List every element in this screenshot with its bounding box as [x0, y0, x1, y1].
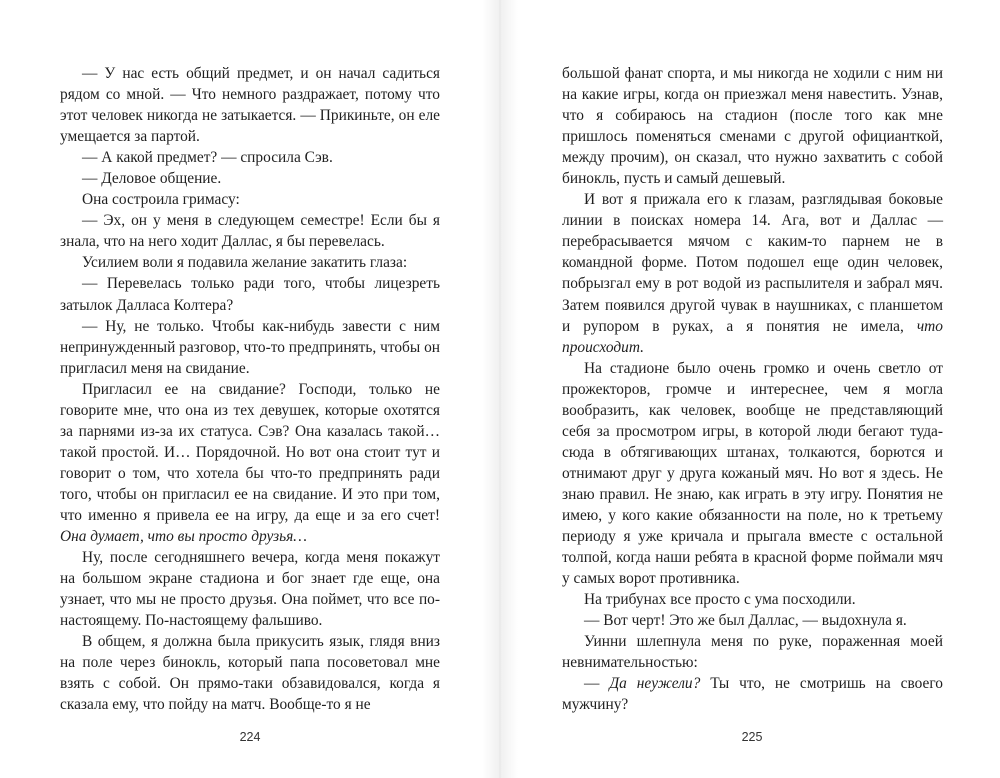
paragraph: — Ну, не только. Чтобы как-нибудь завести с ним непринужденный разговор, что-то предпринять, чтобы он пригласил меня на свидание. [60, 317, 441, 377]
paragraph [562, 189, 943, 357]
paragraph: Ну, после сегодняшнего вечера, когда меня покажут на большом экране стадиона и бог знает где еще, она узнает, что мы не просто друзья. Она поймет, что все по-настоящему. По-настоящему фальшиво. [60, 549, 440, 630]
paragraph: В общем, я должна была прикусить язык, глядя вниз на поле через бинокль, который папа посоветовал мне взять с собой. Он прямо-таки обзавидовался, когда я сказала ему, что пойду на матч. Вообще-то я не [60, 633, 440, 714]
paragraph: Она состроила гримасу: [82, 191, 240, 209]
paragraph: — Вот черт! Это же был Даллас, — выдохнула я. [584, 612, 907, 630]
paragraph: — Эх, он у меня в следующем семестре! Если бы я знала, что на него ходит Даллас, я бы перевелась. [60, 212, 440, 251]
paragraph: На стадионе было очень громко и очень светло от прожекторов, громче и интереснее, чем я могла вообразить, как человек, вообще не представляющий себя за просмотром игры, в которой люди бегают туда-сюда в обтягивающих штанах, толкаются, борются и отнимают друг у друга кожаный мяч. Но вот я здесь. Не знаю правил. Не знаю, как играть в эту игру. Понятия не имею, у кого какие обязанности на поле, но к третьему периоду я уже кричала и прыгала вместе с остальной толпой, когда наши ребята в красной форме поймали мяч у самых ворот противника. [562, 359, 943, 588]
dash: — [584, 675, 600, 693]
paragraph [60, 379, 440, 547]
paragraph-text: И вот я прижала его к глазам, разглядывая боковые линии в поисках номера 14. Ага, вот и Даллас — перебрасывается мячом с каким-то парнем не в командной форме. Потом подошел еще один человек, побрызгал ему в рот водой из распылителя и забрал мяч. Затем появился другой чувак в наушниках, с планшетом и рупором в руках, а я понятия не имела, [562, 191, 943, 335]
italic-text: что происходит. [562, 317, 943, 356]
paragraph: — А какой предмет? — спросила Сэв. [82, 149, 333, 167]
paragraph: На трибунах все просто с ума посходили. [584, 591, 856, 609]
italic-text: Да неужели? [609, 675, 701, 693]
italic-text: Она думает, что вы просто друзья… [60, 528, 307, 546]
paragraph: Усилием воли я подавила желание закатить глаза: [82, 254, 408, 272]
book-gutter [482, 0, 518, 778]
page-number-left: 224 [239, 730, 261, 744]
paragraph-text: Пригласил ее на свидание? Господи, только не говорите мне, что она из тех девушек, которые охотятся за парнями из-за их статуса. Сэв? Она казалась такой… такой простой. И… Порядочной. Но вот она стоит тут и говорит о том, что хотела бы что-то предпринять ради того, чтобы он пригласил ее на свидание. И это при том, что именно я привела ее на игру, да еще и за его счет! [60, 380, 440, 524]
right-page [562, 63, 943, 715]
paragraph: Уинни шлепнула меня по руке, пораженная моей невнимательностью: [562, 633, 943, 672]
paragraph [562, 673, 943, 715]
paragraph: — Деловое общение. [82, 170, 222, 188]
paragraph: — Перевелась только ради того, чтобы лицезреть затылок Далласа Колтера? [60, 275, 440, 314]
paragraph: — У нас есть общий предмет, и он начал садиться рядом со мной. — Что немного раздражает, потому что этот человек никогда не затыкается. — Прикиньте, он еле умещается за партой. [60, 65, 440, 146]
left-page [60, 63, 440, 715]
paragraph-text: Ты что, не смотришь на своего мужчину? [562, 675, 943, 714]
page-number-right: 225 [741, 730, 763, 744]
paragraph: большой фанат спорта, и мы никогда не ходили с ним ни на какие игры, когда он приезжал меня навестить. Узнав, что я собираюсь на стадион (после того как мне пришлось поменяться сменами с другой официанткой, между прочим), он сказал, что нужно захватить с собой бинокль, пусть и самый дешевый. [562, 65, 943, 188]
